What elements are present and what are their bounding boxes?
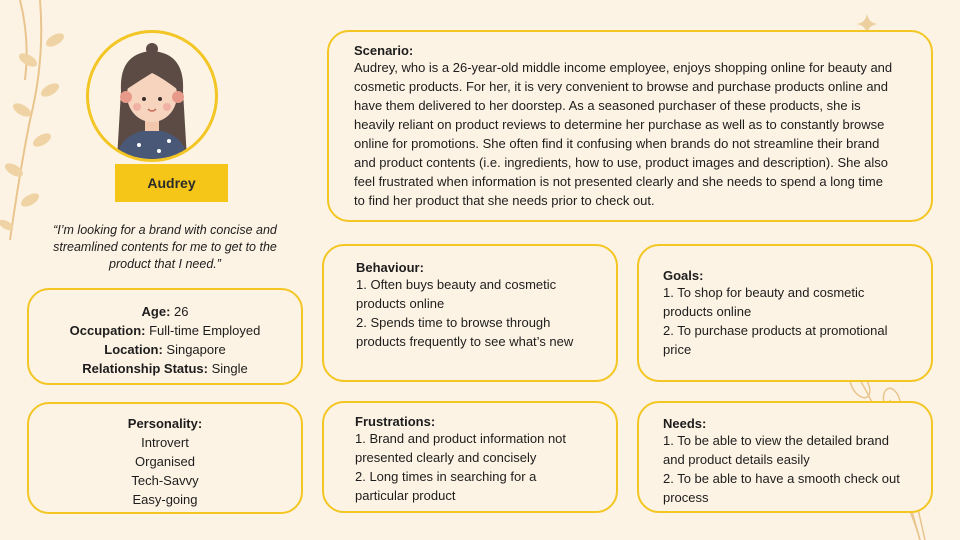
avatar-illustration — [89, 33, 215, 159]
trait-item: Introvert — [141, 435, 189, 450]
scenario-card — [327, 30, 933, 222]
frustrations-card — [322, 401, 618, 513]
persona-name: Audrey — [115, 164, 228, 202]
avatar — [86, 30, 218, 162]
goals-text: 1. To shop for beauty and cosmetic products online 2. To purchase products at promotional price — [663, 285, 888, 357]
scenario-text: Audrey, who is a 26-year-old middle income employee, enjoys shopping online for beauty and cosmetic products. For her, it is very convenient to browse and purchase products online and have them delivered to her doorstep. As a seasoned purchaser of these products, she is heavily reliant on product reviews to determine her purchase as well as to constantly browse online for promotions. She often find it confusing when brands do not streamline their brand and product contents (i.e. ingredients, how to use, product images and description). She also feel frustrated when information is not presented clearly and she needs to spend a long time to find her product that she needs prior to check out. — [354, 60, 893, 208]
needs-title: Needs: — [663, 416, 707, 431]
behaviour-title: Behaviour: — [356, 260, 424, 275]
occupation-line: Occupation: Full-time Employed — [69, 323, 261, 338]
frustrations-title: Frustrations: — [355, 414, 436, 429]
trait-item: Easy-going — [132, 492, 198, 507]
needs-text: 1. To be able to view the detailed brand and product details easily 2. To be able to have a smooth check out process — [663, 433, 900, 505]
trait-item: Tech-Savvy — [131, 473, 199, 488]
behaviour-text: 1. Often buys beauty and cosmetic products online 2. Spends time to browse through products frequently to see what’s new — [356, 277, 574, 349]
goals-title: Goals: — [663, 268, 704, 283]
scenario-title: Scenario: — [354, 43, 414, 58]
persona-quote: “I’m looking for a brand with concise and streamlined contents for me to get to the product that I need.” — [53, 223, 277, 271]
location-line: Location: Singapore — [104, 342, 226, 357]
behaviour-card — [322, 244, 618, 382]
personality-title: Personality: — [127, 416, 203, 431]
demographics-card — [27, 288, 303, 385]
relationship-status-line: Relationship Status: Single — [82, 361, 248, 376]
personality-card — [27, 402, 303, 514]
leaf-branch-icon — [0, 0, 80, 240]
frustrations-text: 1. Brand and product information not presented clearly and concisely 2. Long times in searching for a particular product — [355, 431, 567, 503]
age-line: Age: 26 — [141, 304, 189, 319]
goals-card — [637, 244, 933, 382]
trait-item: Organised — [135, 454, 195, 469]
needs-card — [637, 401, 933, 513]
